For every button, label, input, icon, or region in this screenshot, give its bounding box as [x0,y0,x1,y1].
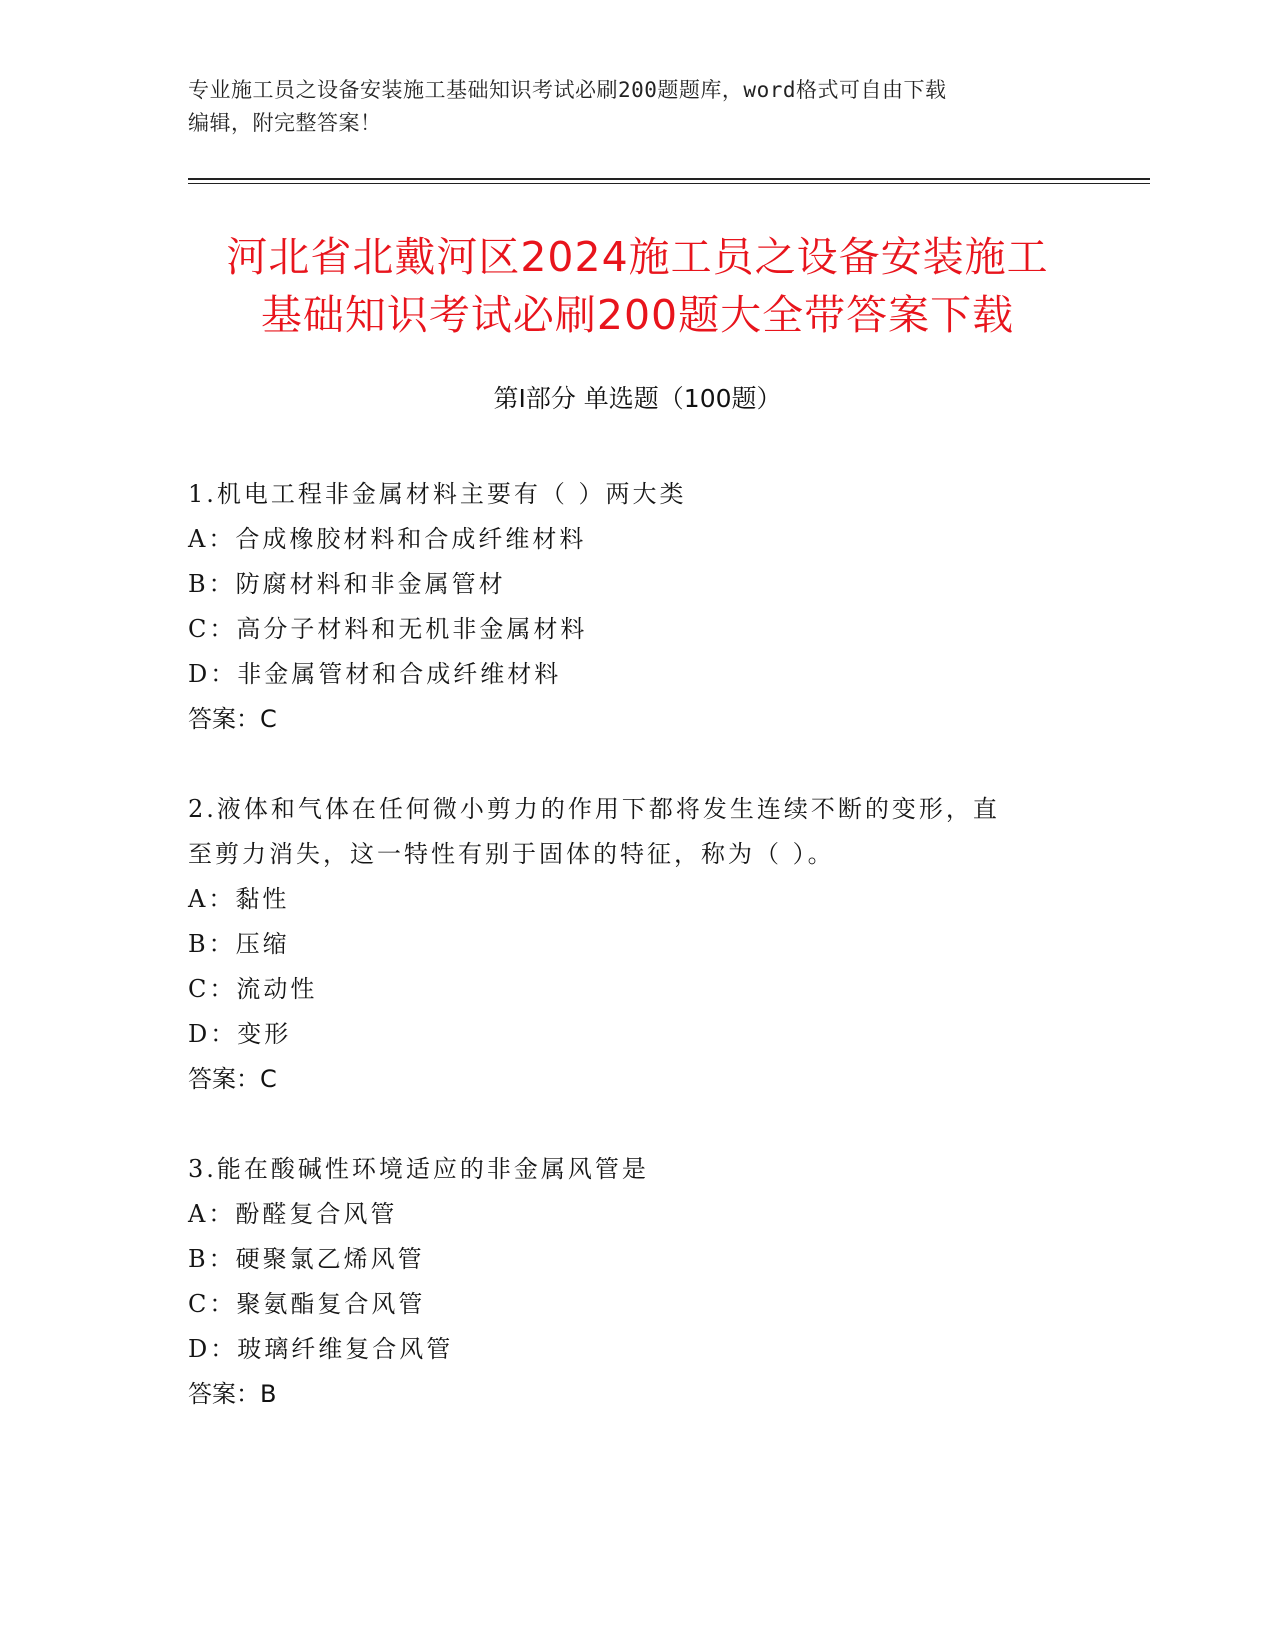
question-stem-line-2: 至剪力消失，这一特性有别于固体的特征，称为（ ）。 [188,840,835,868]
option-d: D：变形 [188,1020,292,1048]
question-1 [188,472,1088,742]
answer: 答案：C [188,1065,277,1093]
document-title [120,228,1155,344]
option-a: A：酚醛复合风管 [188,1200,398,1228]
header-divider-thin [188,183,1150,184]
answer: 答案：C [188,705,277,733]
document-title-line-2: 基础知识考试必刷200题大全带答案下载 [260,291,1015,339]
option-c: C：流动性 [188,975,318,1003]
option-b: B：压缩 [188,930,290,958]
document-title-line-1: 河北省北戴河区2024施工员之设备安装施工 [226,233,1049,281]
section-title: 第Ⅰ部分 单选题（100题） [493,384,782,413]
header-note-line-2: 编辑，附完整答案！ [188,111,382,135]
header-note [188,74,1088,140]
option-a: A：黏性 [188,885,290,913]
option-c: C：聚氨酯复合风管 [188,1290,426,1318]
header-note-line-1: 专业施工员之设备安装施工基础知识考试必刷200题题库，word格式可自由下载 [188,78,947,102]
option-d: D：非金属管材和合成纤维材料 [188,660,562,688]
question-stem: 1.机电工程非金属材料主要有（ ）两大类 [188,480,687,508]
option-b: B：防腐材料和非金属管材 [188,570,506,598]
question-2 [188,787,1088,1102]
question-3 [188,1147,1088,1417]
option-d: D：玻璃纤维复合风管 [188,1335,454,1363]
header-divider-thick [188,178,1150,180]
option-c: C：高分子材料和无机非金属材料 [188,615,588,643]
option-a: A：合成橡胶材料和合成纤维材料 [188,525,587,553]
question-list [188,472,1088,1462]
question-stem: 3.能在酸碱性环境适应的非金属风管是 [188,1155,649,1183]
answer: 答案：B [188,1380,277,1408]
option-b: B：硬聚氯乙烯风管 [188,1245,425,1273]
question-stem-line-1: 2.液体和气体在任何微小剪力的作用下都将发生连续不断的变形，直 [188,795,1000,823]
